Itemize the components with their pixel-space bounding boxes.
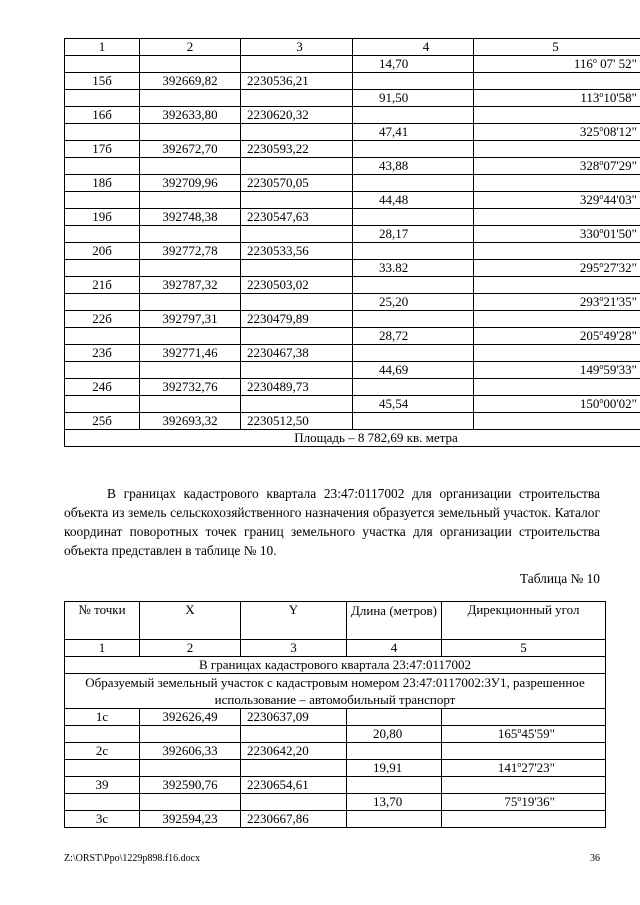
degree-sign: o: [517, 794, 522, 803]
segment-length: 28,72: [353, 328, 474, 345]
angle-minutes-seconds: 19'36": [521, 794, 555, 809]
empty-cell: [65, 158, 140, 175]
empty-cell: [65, 362, 140, 379]
point-id: 3с: [65, 811, 140, 828]
segment-length: 25,20: [353, 294, 474, 311]
empty-cell: [241, 396, 353, 413]
direction-angle: [442, 726, 606, 743]
empty-cell: [474, 175, 640, 192]
y-coordinate: 2230533,56: [241, 243, 353, 260]
point-row: [65, 743, 606, 760]
col-num-4: 4: [347, 640, 442, 657]
point-row: [65, 345, 640, 362]
x-coordinate: 392732,76: [140, 379, 241, 396]
angle-degrees: 205: [579, 328, 600, 343]
segment-row: [65, 294, 640, 311]
segment-length: 44,48: [353, 192, 474, 209]
empty-cell: [347, 743, 442, 760]
x-coordinate: 392590,76: [140, 777, 241, 794]
empty-cell: [140, 328, 241, 345]
x-coordinate: 392709,96: [140, 175, 241, 192]
empty-cell: [241, 726, 347, 743]
point-row: [65, 777, 606, 794]
angle-degrees: 329: [579, 192, 600, 207]
empty-cell: [353, 107, 474, 124]
empty-cell: [140, 90, 241, 107]
empty-cell: [347, 811, 442, 828]
degree-sign: o: [592, 56, 597, 65]
empty-cell: [140, 362, 241, 379]
angle-minutes-seconds: 10'58": [603, 90, 637, 105]
footer-page-number: 36: [590, 853, 600, 864]
point-id: 19б: [65, 209, 140, 226]
area-total: Площадь – 8 782,69 кв. метра: [65, 430, 640, 447]
point-row: [65, 73, 640, 90]
col-num-3: 3: [241, 640, 347, 657]
empty-cell: [140, 794, 241, 811]
coordinates-table-10: [64, 601, 606, 828]
column-number-row: [65, 39, 640, 56]
x-coordinate: 392797,31: [140, 311, 241, 328]
empty-cell: [65, 760, 140, 777]
empty-cell: [140, 260, 241, 277]
angle-degrees: 116: [573, 56, 593, 71]
empty-cell: [241, 192, 353, 209]
y-coordinate: 2230547,63: [241, 209, 353, 226]
empty-cell: [65, 794, 140, 811]
empty-cell: [65, 124, 140, 141]
empty-cell: [140, 726, 241, 743]
direction-angle: [474, 260, 640, 277]
point-row: [65, 277, 640, 294]
segment-row: [65, 226, 640, 243]
degree-sign: o: [599, 124, 604, 133]
angle-minutes-seconds: 44'03": [603, 192, 637, 207]
angle-minutes-seconds: 07' 52": [596, 56, 637, 71]
x-coordinate: 392772,78: [140, 243, 241, 260]
direction-angle: [474, 56, 640, 73]
angle-minutes-seconds: 49'28": [603, 328, 637, 343]
direction-angle: [474, 294, 640, 311]
empty-cell: [474, 345, 640, 362]
y-coordinate: 2230479,89: [241, 311, 353, 328]
header-length: Длина (метров): [347, 602, 442, 640]
direction-angle: [474, 226, 640, 243]
empty-cell: [140, 294, 241, 311]
segment-row: [65, 760, 606, 777]
degree-sign: o: [599, 328, 604, 337]
empty-cell: [241, 158, 353, 175]
empty-cell: [442, 811, 606, 828]
y-coordinate: 2230536,21: [241, 73, 353, 90]
y-coordinate: 2230512,50: [241, 413, 353, 430]
angle-minutes-seconds: 01'50": [603, 226, 637, 241]
empty-cell: [442, 777, 606, 794]
col-num-5: 5: [474, 39, 640, 56]
angle-degrees: 293: [579, 294, 600, 309]
empty-cell: [474, 379, 640, 396]
y-coordinate: 2230642,20: [241, 743, 347, 760]
degree-sign: o: [599, 294, 604, 303]
col-num-4: 4: [353, 39, 474, 56]
segment-length: 33.82: [353, 260, 474, 277]
direction-angle: [474, 90, 640, 107]
empty-cell: [241, 794, 347, 811]
x-coordinate: 392606,33: [140, 743, 241, 760]
area-row: [65, 430, 640, 447]
segment-length: 44,69: [353, 362, 474, 379]
angle-degrees: 295: [579, 260, 600, 275]
empty-cell: [241, 226, 353, 243]
point-row: [65, 413, 640, 430]
y-coordinate: 2230593,22: [241, 141, 353, 158]
point-id: 1с: [65, 709, 140, 726]
point-row: [65, 107, 640, 124]
point-id: 18б: [65, 175, 140, 192]
empty-cell: [140, 192, 241, 209]
x-coordinate: 392626,49: [140, 709, 241, 726]
empty-cell: [353, 73, 474, 90]
empty-cell: [140, 56, 241, 73]
angle-degrees: 330: [579, 226, 600, 241]
empty-cell: [474, 243, 640, 260]
point-row: [65, 243, 640, 260]
footer-file-path: Z:\ORST\Ppo\1229p898.f16.docx: [64, 853, 201, 864]
x-coordinate: 392669,82: [140, 73, 241, 90]
header-angle: Дирекционный угол: [442, 602, 606, 640]
segment-length: 20,80: [347, 726, 442, 743]
empty-cell: [474, 209, 640, 226]
angle-minutes-seconds: 07'29": [603, 158, 637, 173]
empty-cell: [241, 294, 353, 311]
x-coordinate: 392594,23: [140, 811, 241, 828]
empty-cell: [140, 226, 241, 243]
angle-minutes-seconds: 21'35": [603, 294, 637, 309]
col-num-3: 3: [241, 39, 353, 56]
empty-cell: [353, 345, 474, 362]
angle-degrees: 113: [580, 90, 600, 105]
point-id: 2с: [65, 743, 140, 760]
degree-sign: o: [599, 260, 604, 269]
empty-cell: [474, 413, 640, 430]
x-coordinate: 392633,80: [140, 107, 241, 124]
empty-cell: [353, 175, 474, 192]
angle-degrees: 149: [579, 362, 600, 377]
empty-cell: [241, 90, 353, 107]
segment-length: 91,50: [353, 90, 474, 107]
point-row: [65, 709, 606, 726]
empty-cell: [353, 277, 474, 294]
empty-cell: [442, 709, 606, 726]
empty-cell: [65, 396, 140, 413]
angle-minutes-seconds: 08'12": [603, 124, 637, 139]
section-title: В границах кадастрового квартала 23:47:0117002: [65, 657, 606, 674]
y-coordinate: 2230654,61: [241, 777, 347, 794]
degree-sign: o: [599, 158, 604, 167]
empty-cell: [353, 243, 474, 260]
empty-cell: [353, 141, 474, 158]
segment-row: [65, 124, 640, 141]
col-num-1: 1: [65, 39, 140, 56]
col-num-5: 5: [442, 640, 606, 657]
empty-cell: [241, 260, 353, 277]
empty-cell: [353, 413, 474, 430]
point-id: 24б: [65, 379, 140, 396]
segment-length: 28,17: [353, 226, 474, 243]
point-id: 20б: [65, 243, 140, 260]
col-num-2: 2: [140, 39, 241, 56]
degree-sign: o: [599, 396, 604, 405]
angle-minutes-seconds: 00'02": [603, 396, 637, 411]
point-id: 16б: [65, 107, 140, 124]
x-coordinate: 392693,32: [140, 413, 241, 430]
angle-minutes-seconds: 27'32": [603, 260, 637, 275]
subsection-row: [65, 674, 606, 709]
point-id: 22б: [65, 311, 140, 328]
angle-degrees: 325: [579, 124, 600, 139]
empty-cell: [474, 107, 640, 124]
y-coordinate: 2230503,02: [241, 277, 353, 294]
empty-cell: [241, 760, 347, 777]
segment-row: [65, 328, 640, 345]
degree-sign: o: [517, 726, 522, 735]
angle-minutes-seconds: 45'59": [521, 726, 555, 741]
empty-cell: [140, 124, 241, 141]
y-coordinate: 2230489,73: [241, 379, 353, 396]
segment-length: 47,41: [353, 124, 474, 141]
angle-degrees: 141: [497, 760, 518, 775]
degree-sign: o: [599, 192, 604, 201]
column-number-row: [65, 640, 606, 657]
direction-angle: [442, 794, 606, 811]
segment-row: [65, 192, 640, 209]
segment-row: [65, 726, 606, 743]
point-id: 21б: [65, 277, 140, 294]
header-point: № точки: [65, 602, 140, 640]
direction-angle: [474, 362, 640, 379]
col-num-2: 2: [140, 640, 241, 657]
empty-cell: [241, 328, 353, 345]
direction-angle: [474, 192, 640, 209]
direction-angle: [474, 158, 640, 175]
y-coordinate: 2230467,38: [241, 345, 353, 362]
degree-sign: o: [599, 90, 604, 99]
segment-row: [65, 396, 640, 413]
segment-row: [65, 794, 606, 811]
segment-row: [65, 260, 640, 277]
header-y: Y: [241, 602, 347, 640]
empty-cell: [353, 209, 474, 226]
empty-cell: [353, 379, 474, 396]
segment-length: 19,91: [347, 760, 442, 777]
segment-length: 14,70: [353, 56, 474, 73]
empty-cell: [65, 226, 140, 243]
direction-angle: [474, 328, 640, 345]
point-row: [65, 379, 640, 396]
empty-cell: [140, 760, 241, 777]
empty-cell: [140, 396, 241, 413]
x-coordinate: 392771,46: [140, 345, 241, 362]
x-coordinate: 392672,70: [140, 141, 241, 158]
angle-minutes-seconds: 59'33": [603, 362, 637, 377]
empty-cell: [347, 777, 442, 794]
point-row: [65, 811, 606, 828]
point-id: 23б: [65, 345, 140, 362]
empty-cell: [140, 158, 241, 175]
x-coordinate: 392748,38: [140, 209, 241, 226]
degree-sign: o: [599, 226, 604, 235]
segment-row: [65, 56, 640, 73]
point-id: 25б: [65, 413, 140, 430]
empty-cell: [241, 362, 353, 379]
empty-cell: [347, 709, 442, 726]
segment-length: 45,54: [353, 396, 474, 413]
empty-cell: [241, 124, 353, 141]
degree-sign: o: [599, 362, 604, 371]
table-caption: Таблица № 10: [519, 571, 600, 586]
angle-degrees: 328: [579, 158, 600, 173]
empty-cell: [474, 277, 640, 294]
empty-cell: [65, 90, 140, 107]
empty-cell: [442, 743, 606, 760]
direction-angle: [474, 396, 640, 413]
y-coordinate: 2230570,05: [241, 175, 353, 192]
subsection-title: Образуемый земельный участок с кадастровым номером 23:47:0117002:ЗУ1, разрешенное использование – автомобильный транспорт: [65, 674, 606, 709]
point-id: 17б: [65, 141, 140, 158]
empty-cell: [474, 141, 640, 158]
point-row: [65, 209, 640, 226]
segment-row: [65, 158, 640, 175]
point-row: [65, 311, 640, 328]
point-row: [65, 141, 640, 158]
y-coordinate: 2230667,86: [241, 811, 347, 828]
y-coordinate: 2230637,09: [241, 709, 347, 726]
empty-cell: [474, 73, 640, 90]
section-row: [65, 657, 606, 674]
point-id: 15б: [65, 73, 140, 90]
angle-minutes-seconds: 27'23": [521, 760, 555, 775]
angle-degrees: 165: [497, 726, 518, 741]
empty-cell: [65, 328, 140, 345]
point-id: 39: [65, 777, 140, 794]
empty-cell: [353, 311, 474, 328]
coordinates-table-continued: [64, 38, 640, 447]
segment-length: 13,70: [347, 794, 442, 811]
degree-sign: o: [517, 760, 522, 769]
header-x: X: [140, 602, 241, 640]
empty-cell: [65, 192, 140, 209]
body-paragraph: В границах кадастрового квартала 23:47:0117002 для организации строительства объекта из земель сельскохозяйственного назначения образуется земельный участок. Каталог координат поворотных точек границ земельного участка для организации строительства объекта представлен в таблице № 10.: [64, 486, 600, 558]
direction-angle: [474, 124, 640, 141]
col-num-1: 1: [65, 640, 140, 657]
empty-cell: [65, 294, 140, 311]
empty-cell: [241, 56, 353, 73]
segment-row: [65, 362, 640, 379]
empty-cell: [65, 726, 140, 743]
table-header-row: [65, 602, 606, 640]
segment-length: 43,88: [353, 158, 474, 175]
angle-degrees: 150: [579, 396, 600, 411]
point-row: [65, 175, 640, 192]
empty-cell: [474, 311, 640, 328]
empty-cell: [65, 260, 140, 277]
x-coordinate: 392787,32: [140, 277, 241, 294]
segment-row: [65, 90, 640, 107]
empty-cell: [65, 56, 140, 73]
angle-degrees: 75: [504, 794, 518, 809]
y-coordinate: 2230620,32: [241, 107, 353, 124]
direction-angle: [442, 760, 606, 777]
